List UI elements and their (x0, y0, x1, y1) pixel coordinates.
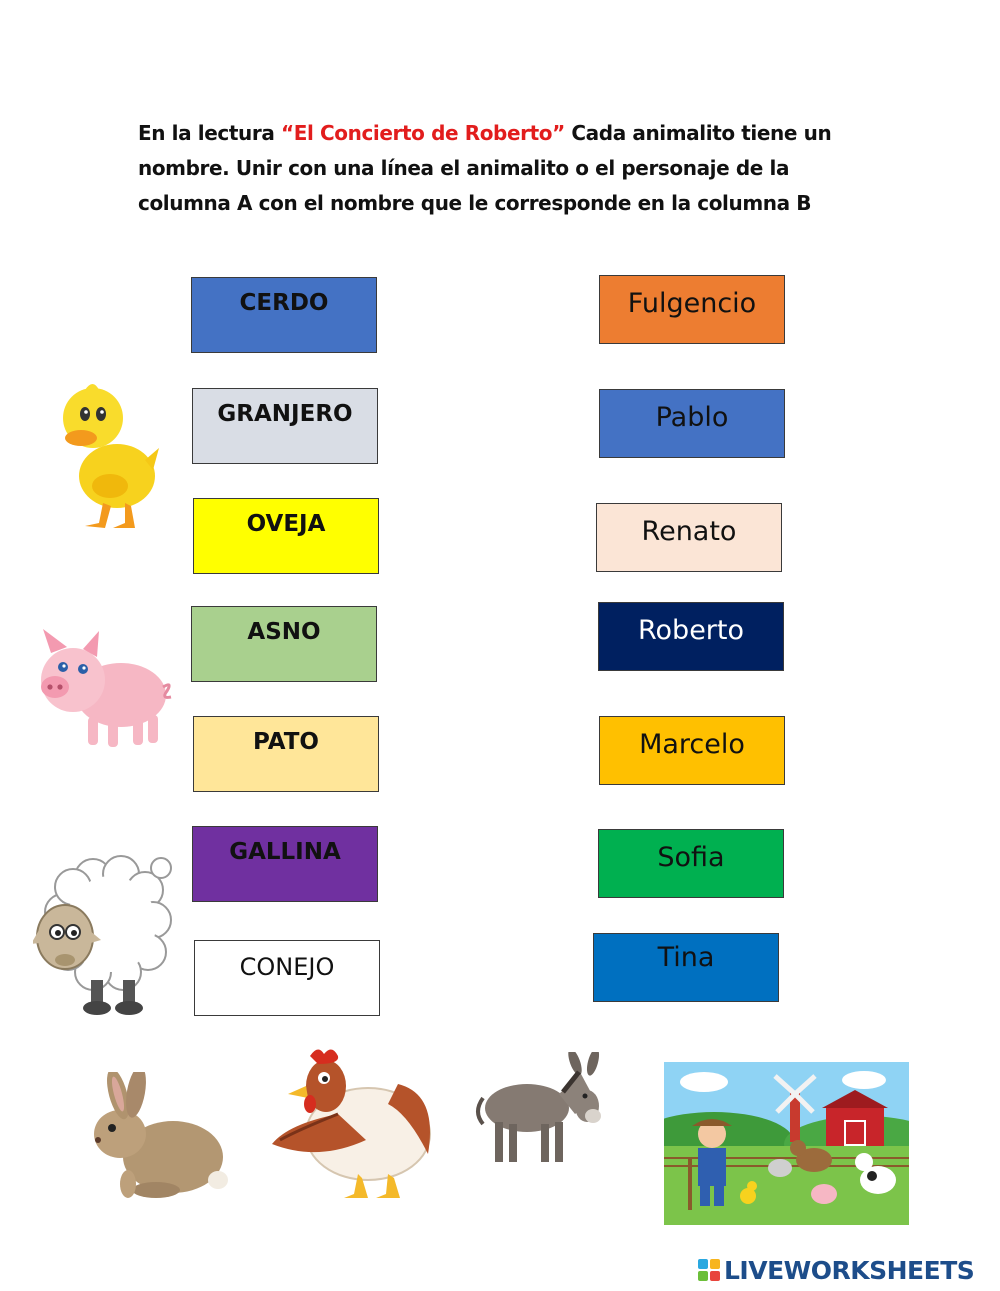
liveworksheets-mark-icon (698, 1259, 720, 1281)
instructions (138, 116, 858, 221)
column-a-label: GRANJERO (217, 401, 353, 427)
column-b-item-tina[interactable] (593, 933, 779, 1002)
liveworksheets-logo (698, 1254, 974, 1286)
pig-picture[interactable] (33, 625, 173, 753)
column-b-item-pablo[interactable] (599, 389, 785, 458)
donkey-picture[interactable] (475, 1052, 607, 1170)
column-a-item-gallina[interactable] (192, 826, 378, 902)
rabbit-picture[interactable] (88, 1072, 228, 1208)
duckling-picture[interactable] (55, 378, 160, 538)
instructions-body: Cada animalito tiene un nombre. Unir con una línea el animalito o el personaje de la columna A con el nombre que le corresponde en la columna B (138, 121, 832, 215)
column-b-item-roberto[interactable] (598, 602, 784, 671)
column-b-item-sofia[interactable] (598, 829, 784, 898)
column-a-label: ASNO (247, 619, 321, 645)
column-b-item-marcelo[interactable] (599, 716, 785, 785)
column-b-label: Roberto (637, 615, 745, 646)
column-a-label: CERDO (239, 290, 329, 316)
column-b-label: Renato (641, 516, 737, 547)
column-a-label: OVEJA (246, 511, 326, 537)
column-b-item-fulgencio[interactable] (599, 275, 785, 344)
column-b-label: Pablo (655, 402, 729, 433)
column-a-item-oveja[interactable] (193, 498, 379, 574)
column-a-label: PATO (252, 729, 319, 755)
column-b-label: Fulgencio (627, 288, 757, 319)
instructions-intro: En la lectura (138, 121, 281, 145)
hen-picture[interactable] (268, 1044, 440, 1200)
reading-title: “El Concierto de Roberto” (280, 121, 565, 145)
column-a-item-asno[interactable] (191, 606, 377, 682)
column-b-label: Tina (657, 942, 715, 973)
column-a-item-conejo[interactable] (194, 940, 380, 1016)
column-a-item-granjero[interactable] (192, 388, 378, 464)
column-a-item-cerdo[interactable] (191, 277, 377, 353)
column-b-label: Marcelo (639, 729, 745, 760)
column-b-label: Sofia (657, 842, 725, 873)
column-a-label: CONEJO (239, 953, 335, 981)
farm-scene-picture[interactable] (664, 1062, 909, 1225)
column-b-item-renato[interactable] (596, 503, 782, 572)
column-a-label: GALLINA (229, 839, 341, 865)
sheep-picture[interactable] (33, 852, 173, 1017)
column-a-item-pato[interactable] (193, 716, 379, 792)
brand-text: LIVEWORKSHEETS (724, 1255, 975, 1285)
